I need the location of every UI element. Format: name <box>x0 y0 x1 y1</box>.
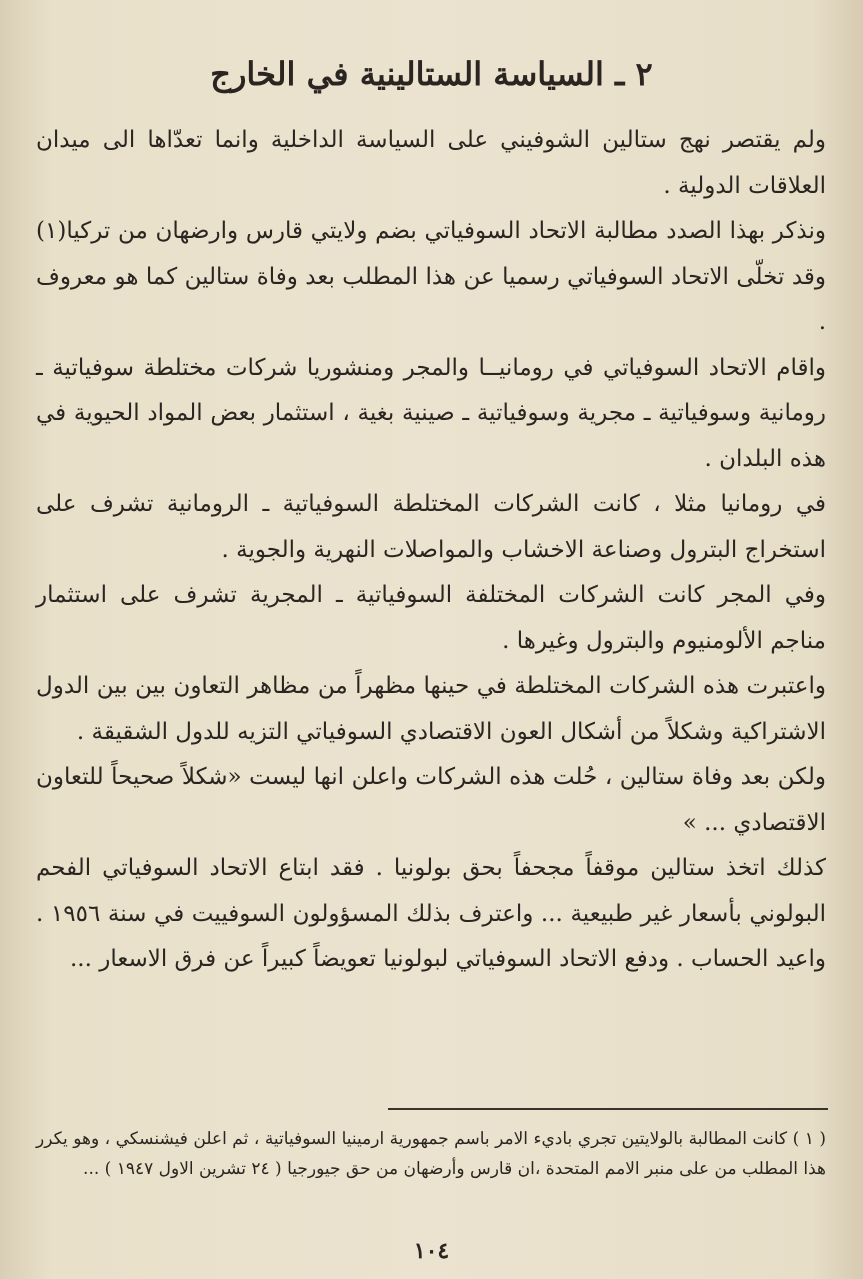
body-text <box>36 118 826 983</box>
page-number: ١٠٤ <box>413 1238 450 1264</box>
paragraph-8: كذلك اتخذ ستالين موقفاً مجحفاً بحق بولونيا . فقد ابتاع الاتحاد السوفياتي الفحم البولوني بأسعار غير طبيعية ... واعترف بذلك المسؤولون السوفييت في سنة ١٩٥٦ . واعيد الحساب . ودفع الاتحاد السوفياتي لبولونيا تعويضاً كبيراً عن فرق الاسعار ... <box>36 855 826 972</box>
paragraph-2: ونذكر بهذا الصدد مطالبة الاتحاد السوفياتي بضم ولايتي قارس وارضهان من تركيا(١) وقد تخلّى الاتحاد السوفياتي رسميا عن هذا المطلب بعد وفاة ستالين كما هو معروف . <box>36 218 826 335</box>
section-heading: ٢ ـ السياسة الستالينية في الخارج <box>210 55 653 93</box>
paragraph-6: واعتبرت هذه الشركات المختلطة في حينها مظهراً من مظاهر التعاون بين بين الدول الاشتراكية وشكلاً من أشكال العون الاقتصادي السوفياتي التزيه للدول الشقيقة . <box>36 673 826 745</box>
paragraph-7: ولكن بعد وفاة ستالين ، حُلت هذه الشركات واعلن انها ليست «شكلاً صحيحاً للتعاون الاقتصادي ... » <box>36 764 826 836</box>
paragraph-3: واقام الاتحاد السوفياتي في رومانيــا والمجر ومنشوريا شركات مختلطة سوفياتية ـ رومانية وسوفياتية ـ مجرية وسوفياتية ـ صينية بغية ، استثمار بعض المواد الحيوية في هذه البلدان . <box>36 354 826 472</box>
paragraph-4: في رومانيا مثلا ، كانت الشركات المختلطة السوفياتية ـ الرومانية تشرف على استخراج البترول وصناعة الاخشاب والمواصلات النهرية والجوية . <box>36 491 826 563</box>
paragraph-1: ولم يقتصر نهج ستالين الشوفيني على السياسة الداخلية وانما تعدّاها الى ميدان العلاقات الدولية . <box>36 127 826 199</box>
footnote-divider <box>388 1108 828 1110</box>
footnote: ( ١ ) كانت المطالبة بالولايتين تجري باديء الامر باسم جمهورية ارمينيا السوفياتية ، ثم اعلن فيشنسكي ، وهو يكرر هذا المطلب من على منبر الامم المتحدة ،ان قارس وأرضهان من حق جيورجيا ( ٢٤ تشرين الاول ١٩٤٧ ) ... <box>36 1129 826 1179</box>
paragraph-5: وفي المجر كانت الشركات المختلفة السوفياتية ـ المجرية تشرف على استثمار مناجم الألومنيوم والبترول وغيرها . <box>36 582 826 654</box>
